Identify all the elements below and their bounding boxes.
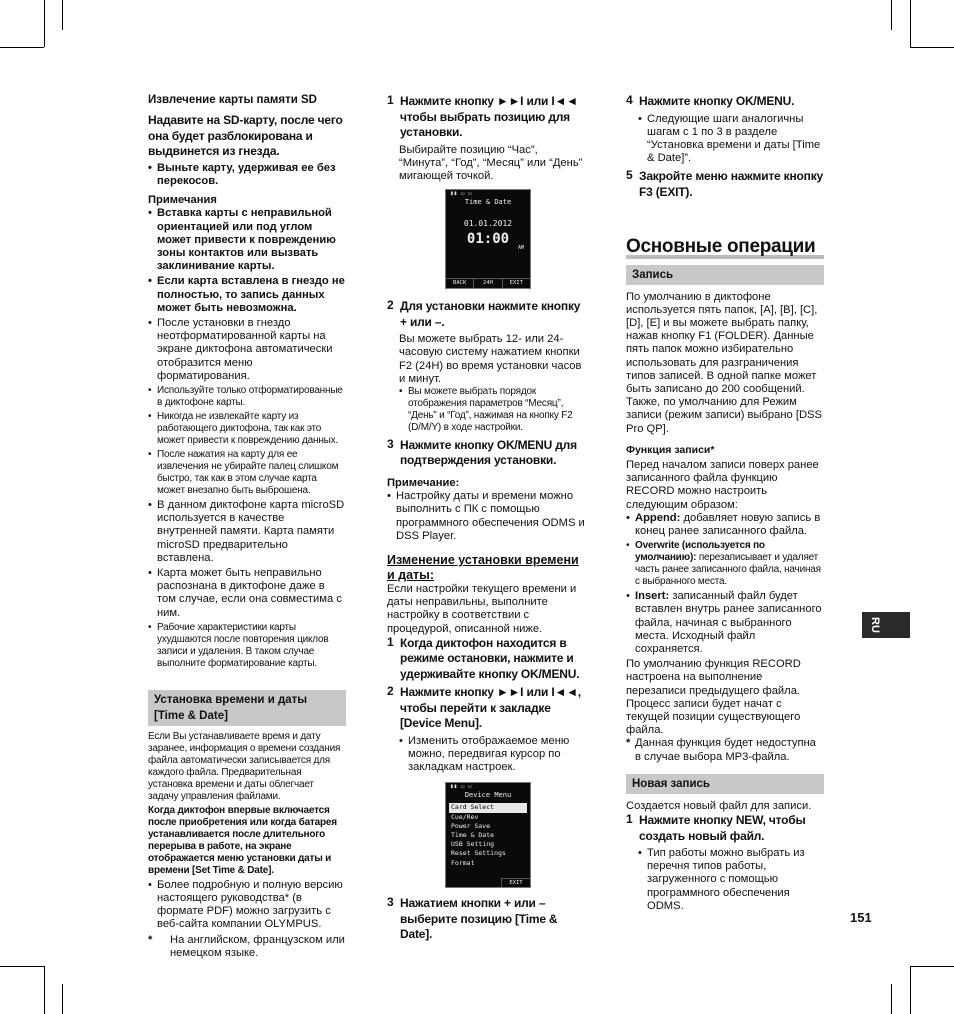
paragraph: Перед началом записи поверх ранее записанного файла функцию RECORD можно настроить следующим образом: (626, 458, 819, 511)
screen-time: 01:00 (466, 231, 510, 248)
step (387, 896, 585, 943)
footnote: * На английском, французском или немецком языке. (148, 934, 346, 960)
list-item (626, 590, 824, 656)
screen-softkeys (446, 278, 530, 288)
step-number: 4 (626, 93, 633, 107)
device-screen-time-date (445, 189, 531, 289)
step (387, 438, 585, 469)
menu-item: USB Setting (451, 840, 495, 849)
list-item: • Если карта вставлена в гнездо не полностью, то запись данных может быть невозможна. (148, 275, 346, 315)
crop-mark (910, 966, 954, 967)
intro-text: Надавите на SD-карту, после чего она будет разблокирована и выдвинется из гнезда. (148, 113, 343, 159)
section-band (148, 690, 346, 726)
menu-item: Format (451, 858, 475, 867)
list-item: • Изменить отображаемое меню можно, передвигая курсор по закладкам настроек. (399, 735, 585, 775)
term: Insert: (635, 590, 670, 603)
band-title: Установка времени и даты (154, 693, 308, 706)
step-number: 2 (387, 298, 394, 313)
term-desc: добавляет новую запись в конец ранее записанного файла. (635, 511, 821, 537)
step-text: Нажмите кнопку NEW, чтобы создать новый файл. (639, 813, 806, 843)
footnote: * Данная функция будет недоступна в случае выбора MP3-файла. (626, 737, 824, 763)
paragraph: Выбирайте позицию “Час”, “Минута”, “Год”, “Месяц” или “День” мигающей точкой. (399, 143, 583, 182)
list-item: • Никогда не извлекайте карту из работающего диктофона, так как это может привести к повреждению данных. (148, 411, 346, 447)
softkey-exit: EXIT (509, 280, 523, 287)
crop-mark (62, 0, 63, 30)
page-title: Основные операции (626, 240, 824, 258)
notes-heading: Примечания (148, 194, 217, 207)
menu-item: Time & Date (451, 830, 495, 839)
step (387, 94, 585, 141)
step-text: Нажмите кнопку OK/MENU для подтверждения установки. (400, 437, 577, 468)
step-number: 3 (387, 436, 394, 451)
step-text: Нажмите кнопку OK/MENU. (639, 94, 795, 108)
menu-item: Reset Settings (451, 849, 506, 858)
section-band: Запись (626, 265, 824, 285)
screen-heading: Time & Date (464, 198, 512, 207)
column-3 (626, 94, 824, 915)
band-subtitle: [Time & Date] (154, 709, 228, 722)
step-text: Нажмите кнопку ►►I или I◄◄ чтобы выбрать позицию для установки. (400, 94, 578, 139)
column-2 (387, 94, 585, 946)
note-heading: Примечание: (387, 476, 460, 489)
device-screen-device-menu (445, 782, 531, 888)
list-item (626, 540, 824, 588)
section-title: Извлечение карты памяти SD (148, 94, 317, 106)
step-text: Нажатием кнопки + или – выберите позицию [Time & Date]. (400, 896, 558, 942)
list-item: • Настройку даты и времени можно выполнить с ПК с помощью программного обеспечения ODMS и DSS Player. (387, 490, 585, 543)
step-text: Закройте меню нажмите кнопку F3 (EXIT). (639, 169, 823, 199)
list-item: • Следующие шаги аналогичны шагам с 1 по 3 в разделе “Установка времени и даты [Time & Date]”. (638, 113, 824, 166)
list-item: • Рабочие характеристики карты ухудшаются после повторения циклов записи и удаления. В таком случае выполните форматирование карты. (148, 622, 346, 670)
step-number: 1 (626, 812, 633, 827)
paragraph: Создается новый файл для записи. (626, 799, 812, 812)
page-number: 151 (850, 910, 872, 925)
screen-heading: Device Menu (464, 791, 512, 800)
menu-item: Cue/Rev (451, 812, 479, 821)
softkey-exit: EXIT (501, 878, 530, 887)
list-item (626, 512, 824, 538)
crop-mark (891, 984, 892, 1014)
list-item: • Более подробную и полную версию настоящего руководства* (в формате PDF) можно загрузить с веб-сайта компании OLYMPUS. (148, 879, 346, 932)
list-item: • Выньте карту, удерживая ее без перекосов. (148, 162, 346, 188)
term-desc: перезаписывает и удаляет часть ранее записанного файла, начиная с выбранного места. (635, 552, 821, 588)
status-bar: ▮▮ ▭ ▭ (450, 190, 472, 198)
menu-list (446, 800, 530, 867)
section-band: Новая запись (626, 774, 824, 794)
subsection-heading: Функция записи* (626, 443, 715, 456)
list-item: • Вы можете выбрать порядок отображения параметров “Месяц”, “День” и “Год”, нажимая на кнопку F2 (D/M/Y) в ходе настройки. (399, 386, 585, 434)
step-number: 1 (387, 93, 394, 107)
crop-mark (0, 966, 44, 967)
list-item: • После установки в гнездо неотформатированной карты на экране диктофона автоматически отобразится меню форматирования. (148, 317, 346, 383)
step-text: Для установки нажмите кнопку + или –. (400, 299, 581, 329)
crop-mark (62, 984, 63, 1014)
step (387, 636, 585, 683)
step-text: Нажмите кнопку ►►I или I◄◄, чтобы перейти к закладке [Device Menu]. (400, 685, 581, 731)
paragraph: Вы можете выбрать 12- или 24-часовую систему нажатием кнопки F2 (24H) во время установки часов и минут. (399, 333, 582, 385)
status-bar: ▮▮ ▭ ▭ (450, 783, 472, 791)
paragraph-bold: Когда диктофон впервые включается после приобретения или когда батарея устанавливается после длительного перерыва в работе, на экране отображается меню установки даты и времени [Set Time & Date]. (148, 804, 337, 876)
term: Append: (635, 511, 681, 524)
screen-ampm: AM (517, 245, 524, 252)
paragraph: Если Вы устанавливаете время и дату заранее, информация о времени создания файла автоматически записывается для каждого файла. Предварительная установка времени и даты облегчает задачу управления файлами. (148, 730, 341, 802)
crop-mark (910, 0, 911, 47)
crop-mark (891, 0, 892, 30)
list-item: • В данном диктофоне карта microSD используется в качестве внутренней памяти. Карта памяти microSD предварительно вставлена. (148, 499, 346, 565)
step-number: 5 (626, 168, 633, 183)
language-tab (862, 612, 910, 638)
crop-mark (44, 966, 45, 1014)
screen-date: 01.01.2012 (463, 219, 513, 229)
paragraph: По умолчанию в диктофоне используется пять папок, [A], [B], [C], [D], [E] и вы можете выбрать папку, нажав кнопку F1 (FOLDER). Данные пять папок можно избирательно использовать для разграничения типов записей. В одной папке может быть записано до 200 сообщений. Также, по умолчанию для Режим записи (режим записи) выбрано [DSS Pro QP]. (626, 290, 822, 435)
crop-mark (910, 47, 954, 48)
step-number: 3 (387, 895, 394, 910)
paragraph: По умолчанию функция RECORD настроена на выполнение перезаписи предыдущего файла. Процесс записи будет начат с текущей позиции существующего файла. (626, 658, 801, 737)
step (387, 299, 585, 330)
list-item: • Тип работы можно выбрать из перечня типов работы, загруженного с помощью программного обеспечения ODMS. (638, 847, 824, 913)
step (626, 169, 824, 200)
term-desc: записанный файл будет вставлен внутрь ранее записанного файла, начиная с выбранного места. Исходный файл сохраняется. (635, 590, 822, 655)
subsection-heading: Изменение установки времени и даты: (387, 552, 579, 582)
list-item: • Вставка карты с неправильной ориентацией или под углом может привести к повреждению зоны контактов или вызвать заклинивание карты. (148, 207, 346, 273)
list-item: • Используйте только отформатированные в диктофоне карты. (148, 385, 346, 409)
paragraph: Если настройки текущего времени и даты неправильны, выполните настройку в соответствии с процедурой, описанной ниже. (387, 582, 577, 635)
column-1 (148, 94, 346, 962)
language-tab-label: RU (869, 617, 881, 633)
step-number: 1 (387, 634, 394, 649)
step (387, 685, 585, 732)
step-number: 2 (387, 684, 394, 699)
list-item: • Карта может быть неправильно распознана в диктофоне даже в том случае, если она совместима с ним. (148, 567, 346, 620)
crop-mark (0, 47, 44, 48)
crop-mark (44, 0, 45, 47)
term: Overwrite (используется по умолчанию): (635, 540, 765, 564)
step (626, 94, 824, 110)
list-item: • После нажатия на карту для ее извлечения не убирайте палец слишком быстро, так как в этом случае карта может внезапно быть выброшена. (148, 449, 346, 497)
softkey-back: BACK (446, 279, 474, 288)
step-text: Когда диктофон находится в режиме остановки, нажмите и удерживайте кнопку OK/MENU. (400, 635, 580, 681)
step (626, 813, 824, 844)
menu-item-selected: Card Select (449, 803, 527, 812)
crop-mark (910, 966, 911, 1014)
menu-item: Power Save (451, 821, 491, 830)
softkey-24h: 24H (474, 279, 502, 288)
